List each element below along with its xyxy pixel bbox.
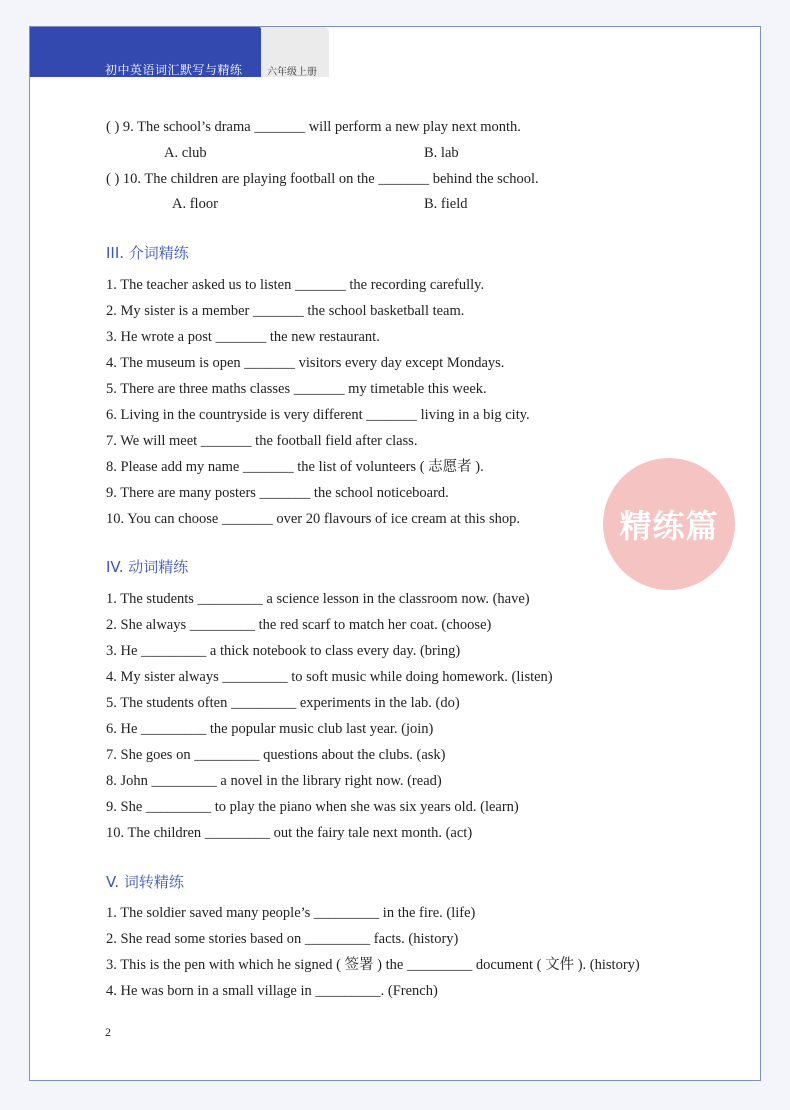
page-number: 2 <box>105 1025 111 1039</box>
list-item: 1. The soldier saved many people’s _________ in the fire. (life) <box>106 905 476 921</box>
badge-label: 精练篇 <box>619 507 719 545</box>
mc-option-a: A. floor <box>172 196 218 212</box>
mc-option-a: A. club <box>164 145 207 161</box>
list-item: 3. He wrote a post _______ the new restaurant. <box>106 329 380 345</box>
list-item: 1. The teacher asked us to listen _______ the recording carefully. <box>106 277 485 293</box>
list-item: 6. Living in the countryside is very different _______ living in a big city. <box>106 407 530 423</box>
section-heading-word-forms: V. 词转精练 <box>106 873 184 891</box>
book-grade: 六年级上册 <box>267 67 317 78</box>
section-heading-verbs: IV. 动词精练 <box>106 558 189 576</box>
list-item: 7. She goes on _________ questions about the clubs. (ask) <box>106 747 446 763</box>
book-title: 初中英语词汇默写与精练 <box>105 63 243 77</box>
list-item: 5. The students often _________ experiments in the lab. (do) <box>106 695 460 711</box>
list-item: 1. The students _________ a science lesson in the classroom now. (have) <box>106 591 530 607</box>
mc-question-9: ( ) 9. The school’s drama _______ will perform a new play next month. <box>106 119 521 135</box>
list-item: 6. He _________ the popular music club last year. (join) <box>106 721 434 737</box>
list-item: 10. You can choose _______ over 20 flavours of ice cream at this shop. <box>106 511 520 527</box>
worksheet-page <box>29 26 761 1081</box>
list-item: 3. He _________ a thick notebook to class every day. (bring) <box>106 643 461 659</box>
practice-badge <box>603 458 735 590</box>
list-item: 10. The children _________ out the fairy tale next month. (act) <box>106 825 473 841</box>
list-item: 2. She always _________ the red scarf to match her coat. (choose) <box>106 617 492 633</box>
list-item: 4. My sister always _________ to soft music while doing homework. (listen) <box>106 669 553 685</box>
list-item: 9. There are many posters _______ the school noticeboard. <box>106 485 449 501</box>
list-item: 8. John _________ a novel in the library right now. (read) <box>106 773 442 789</box>
list-item: 9. She _________ to play the piano when she was six years old. (learn) <box>106 799 519 815</box>
list-item: 3. This is the pen with which he signed ( 签署 ) the _________ document ( 文件 ). (history) <box>106 957 640 973</box>
list-item: 7. We will meet _______ the football field after class. <box>106 433 418 449</box>
section-heading-prepositions: III. 介词精练 <box>106 244 189 262</box>
list-item: 5. There are three maths classes _______ my timetable this week. <box>106 381 487 397</box>
list-item: 2. My sister is a member _______ the school basketball team. <box>106 303 465 319</box>
mc-option-b: B. field <box>424 196 468 212</box>
mc-option-b: B. lab <box>424 145 459 161</box>
mc-question-10: ( ) 10. The children are playing football on the _______ behind the school. <box>106 171 539 187</box>
list-item: 4. He was born in a small village in _________. (French) <box>106 983 438 999</box>
list-item: 8. Please add my name _______ the list of volunteers ( 志愿者 ). <box>106 459 484 475</box>
list-item: 2. She read some stories based on _________ facts. (history) <box>106 931 459 947</box>
list-item: 4. The museum is open _______ visitors every day except Mondays. <box>106 355 505 371</box>
